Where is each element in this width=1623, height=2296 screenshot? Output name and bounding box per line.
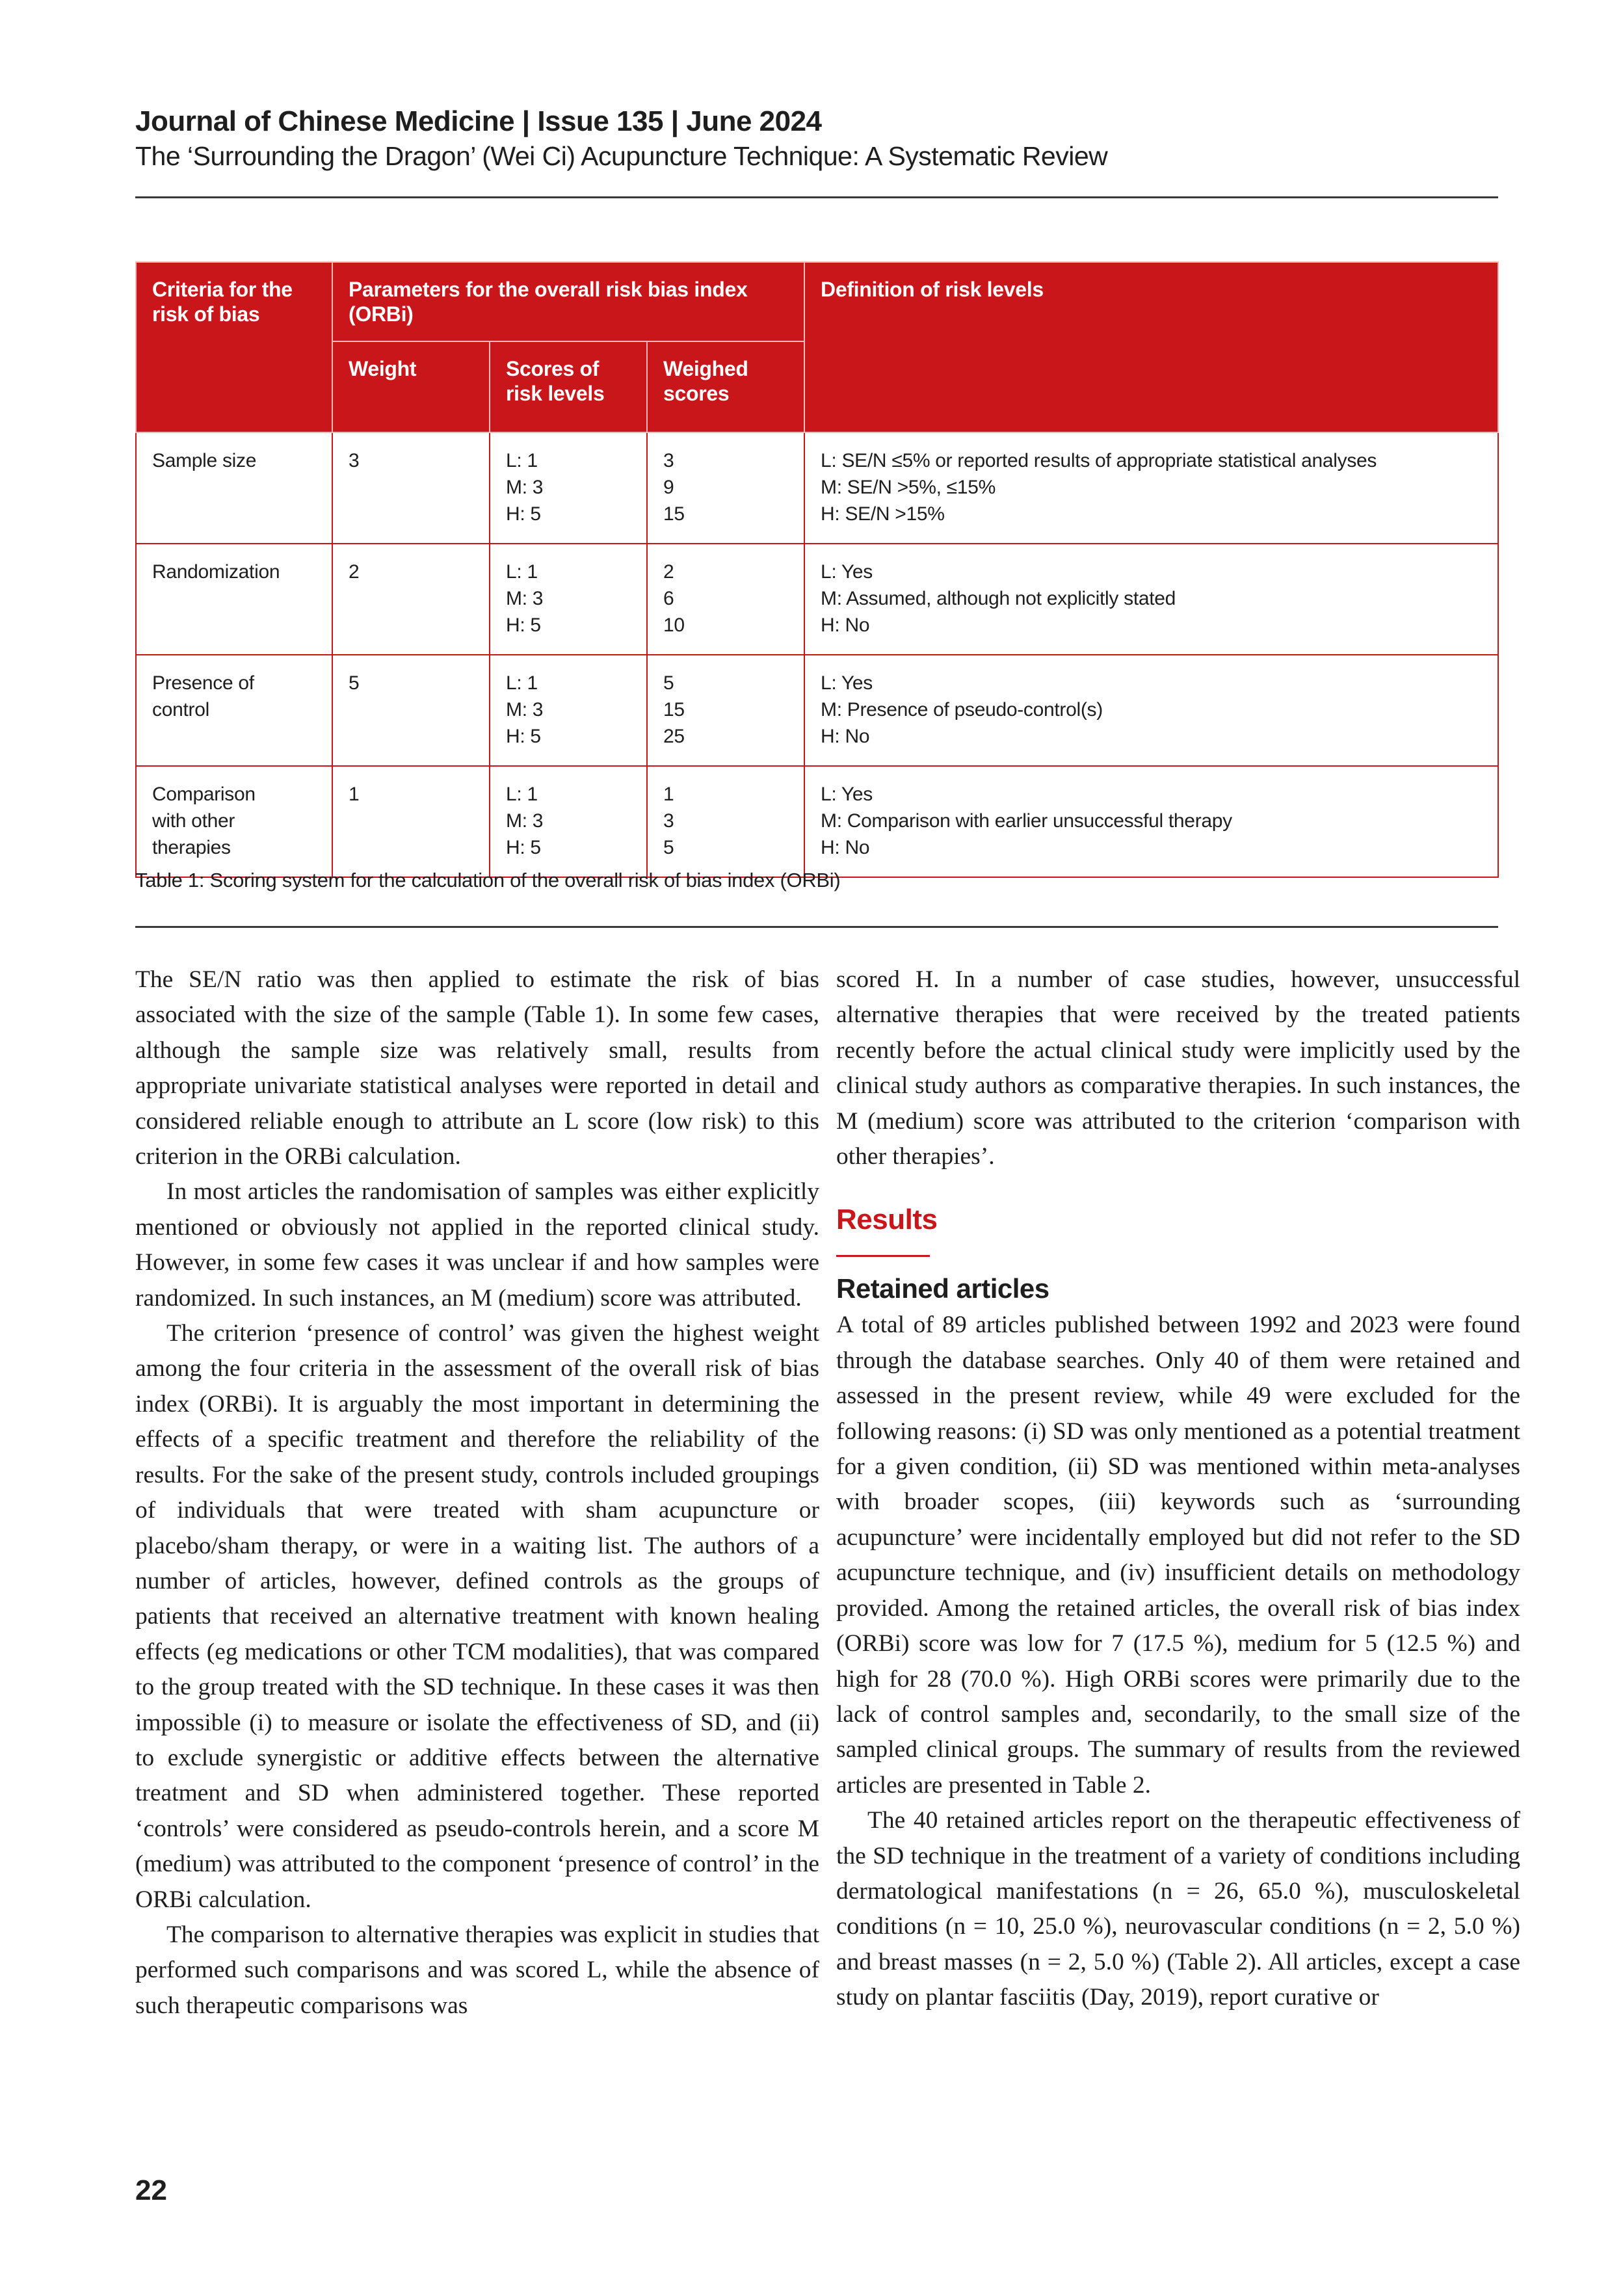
- weighed-scores-cell-line: 5: [663, 672, 674, 694]
- table-caption: Table 1: Scoring system for the calculation of the overall risk of bias index (ORBi): [135, 869, 841, 891]
- criterion-cell-line: Comparison: [152, 784, 256, 805]
- paragraph: The 40 retained articles report on the therapeutic effectiveness of the SD technique in the treatment of a variety of conditions including dermatological manifestations (n = 26, 65.0 %), musculoskeletal conditions (n = 10, 25.0 %), neurovascular conditions (n = 2, 5.0 %) and breast masses (n = 2, 5.0 %) (Table 2). All articles, except a case study on plantar fasciitis (Day, 2019), report curative or: [836, 1807, 1520, 2011]
- scores-cell: [490, 432, 647, 544]
- weighed-scores-cell-line: 3: [663, 810, 674, 832]
- section-heading-underline: [836, 1255, 930, 1257]
- weighed-scores-cell-line: 3: [663, 450, 674, 471]
- scores-cell-line: L: 1: [506, 450, 538, 471]
- scores-cell: [490, 544, 647, 655]
- weight-cell: 1: [332, 766, 490, 877]
- body-column-left: [135, 962, 819, 2024]
- paragraph: scored H. In a number of case studies, however, unsuccessful alternative therapies that were received by the treated patients recently before the actual clinical study were implicitly used by the clinical study authors as comparative therapies. In such instances, the M (medium) score was attributed to the criterion ‘comparison with other therapies’.: [836, 966, 1520, 1170]
- header-weight: Weight: [332, 341, 490, 432]
- criterion-cell: [136, 766, 332, 877]
- weight-cell: 5: [332, 655, 490, 766]
- criterion-cell-line: with other: [152, 810, 235, 832]
- criterion-cell: [136, 655, 332, 766]
- article-title: The ‘Surrounding the Dragon’ (Wei Ci) Acupuncture Technique: A Systematic Review: [135, 141, 1108, 171]
- paragraph: The criterion ‘presence of control’ was given the highest weight among the four criteria in the assessment of the overall risk of bias index (ORBi). It is arguably the most important in determining the effects of a specific treatment and therefore the reliability of the results. For the sake of the present study, controls included groupings of individuals that were treated with sham acupuncture or placebo/sham therapy, or were in a waiting list. The authors of a number of articles, however, defined controls as the groups of patients that received an alternative treatment with known healing effects (eg medications or other TCM modalities), that was compared to the group treated with the SD technique. In these cases it was then impossible (i) to measure or isolate the effectiveness of SD, and (ii) to exclude synergistic or additive effects between the alternative treatment and SD when administered together. These reported ‘controls’ were considered as pseudo-controls herein, and a score M (medium) was attributed to the component ‘presence of control’ in the ORBi calculation.: [135, 1320, 819, 1913]
- criterion-cell-line: therapies: [152, 837, 231, 858]
- criterion-cell: [136, 544, 332, 655]
- table-row: [136, 766, 1498, 877]
- weighed-scores-cell: [647, 544, 804, 655]
- scores-cell-line: H: 5: [506, 614, 541, 636]
- paragraph: The comparison to alternative therapies was explicit in studies that performed such comparisons and was scored L, while the absence of such therapeutic comparisons was: [135, 1921, 819, 2019]
- header-criteria: Criteria for the risk of bias: [136, 262, 332, 432]
- criterion-cell-line: Presence of: [152, 672, 254, 694]
- definition-cell-line: L: Yes: [821, 561, 873, 583]
- scores-cell-line: M: 3: [506, 588, 544, 609]
- definition-cell-line: H: No: [821, 614, 870, 636]
- weighed-scores-cell-line: 2: [663, 561, 674, 583]
- paragraph: In most articles the randomisation of samples was either explicitly mentioned or obviously not applied in the reported clinical study. However, in some few cases it was unclear if and how samples were randomized. In such instances, an M (medium) score was attributed.: [135, 1178, 819, 1312]
- definition-cell-line: M: Presence of pseudo-control(s): [821, 699, 1103, 720]
- definition-cell: [804, 766, 1498, 877]
- scores-cell-line: H: 5: [506, 726, 541, 747]
- section-heading-results: Results: [836, 1204, 938, 1236]
- scores-cell: [490, 655, 647, 766]
- paragraph: The SE/N ratio was then applied to estimate the risk of bias associated with the size of the sample (Table 1). In some few cases, although the sample size was relatively small, results from appropriate univariate statistical analyses were reported in detail and considered reliable enough to attribute an L score (low risk) to this criterion in the ORBi calculation.: [135, 966, 819, 1170]
- weighed-scores-cell: [647, 432, 804, 544]
- definition-cell-line: H: No: [821, 837, 870, 858]
- header-divider: [135, 196, 1498, 198]
- body-column-right: [836, 962, 1520, 2016]
- definition-cell-line: L: SE/N ≤5% or reported results of appropriate statistical analyses: [821, 450, 1377, 471]
- weighed-scores-cell-line: 1: [663, 784, 674, 805]
- running-header: [135, 104, 1501, 173]
- definition-cell-line: L: Yes: [821, 784, 873, 805]
- criterion-cell: [136, 432, 332, 544]
- paragraph: A total of 89 articles published between 1992 and 2023 were found through the database searches. Only 40 of them were retained and assessed in the present review, while 49 were excluded for the following reasons: (i) SD was only mentioned as a potential treatment for a given condition, (ii) SD was mentioned within meta-analyses with broader scopes, (iii) keywords such as ‘surrounding acupuncture’ were incidentally employed but did not refer to the SD acupuncture technique, and (iv) insufficient details on methodology provided. Among the retained articles, the overall risk of bias index (ORBi) score was low for 7 (17.5 %), medium for 5 (12.5 %) and high for 28 (70.0 %). High ORBi scores were primarily due to the lack of control samples and, secondarily, to the small size of the sampled clinical groups. The summary of results from the reviewed articles are presented in Table 2.: [836, 1312, 1520, 1799]
- criterion-cell-line: control: [152, 699, 209, 720]
- scores-cell: [490, 766, 647, 877]
- subheading-retained-articles: Retained articles: [836, 1273, 1049, 1304]
- definition-cell: [804, 544, 1498, 655]
- orbi-scoring-table: [135, 261, 1499, 878]
- header-scores: Scores of risk levels: [490, 341, 647, 432]
- scores-cell-line: H: 5: [506, 837, 541, 858]
- weighed-scores-cell-line: 6: [663, 588, 674, 609]
- definition-cell-line: M: Assumed, although not explicitly stated: [821, 588, 1176, 609]
- header-definition: Definition of risk levels: [804, 262, 1498, 432]
- scores-cell-line: L: 1: [506, 672, 538, 694]
- weighed-scores-cell-line: 5: [663, 837, 674, 858]
- scores-cell-line: H: 5: [506, 503, 541, 525]
- scores-cell-line: M: 3: [506, 810, 544, 832]
- weighed-scores-cell-line: 25: [663, 726, 685, 747]
- scores-cell-line: M: 3: [506, 477, 544, 498]
- definition-cell-line: M: SE/N >5%, ≤15%: [821, 477, 996, 498]
- definition-cell-line: H: No: [821, 726, 870, 747]
- weighed-scores-cell: [647, 655, 804, 766]
- weighed-scores-cell-line: 10: [663, 614, 685, 636]
- criterion-cell-line: Sample size: [152, 450, 257, 471]
- table-row: [136, 655, 1498, 766]
- weighed-scores-cell: [647, 766, 804, 877]
- definition-cell-line: H: SE/N >15%: [821, 503, 945, 525]
- table-row: [136, 432, 1498, 544]
- table-body: [136, 432, 1498, 877]
- header-weighed-scores: Weighed scores: [647, 341, 804, 432]
- definition-cell: [804, 655, 1498, 766]
- page-number: 22: [135, 2174, 167, 2206]
- definition-cell-line: M: Comparison with earlier unsuccessful therapy: [821, 810, 1232, 832]
- weight-cell: 2: [332, 544, 490, 655]
- weighed-scores-cell-line: 9: [663, 477, 674, 498]
- table-1: [135, 261, 1498, 878]
- criterion-cell-line: Randomization: [152, 561, 280, 583]
- journal-issue-line: Journal of Chinese Medicine | Issue 135 | June 2024: [135, 105, 822, 137]
- weighed-scores-cell-line: 15: [663, 503, 685, 525]
- header-parameters: Parameters for the overall risk bias index (ORBi): [332, 262, 804, 341]
- scores-cell-line: M: 3: [506, 699, 544, 720]
- scores-cell-line: L: 1: [506, 784, 538, 805]
- weighed-scores-cell-line: 15: [663, 699, 685, 720]
- table-row: [136, 544, 1498, 655]
- definition-cell: [804, 432, 1498, 544]
- weight-cell: 3: [332, 432, 490, 544]
- table-divider: [135, 926, 1498, 928]
- definition-cell-line: L: Yes: [821, 672, 873, 694]
- scores-cell-line: L: 1: [506, 561, 538, 583]
